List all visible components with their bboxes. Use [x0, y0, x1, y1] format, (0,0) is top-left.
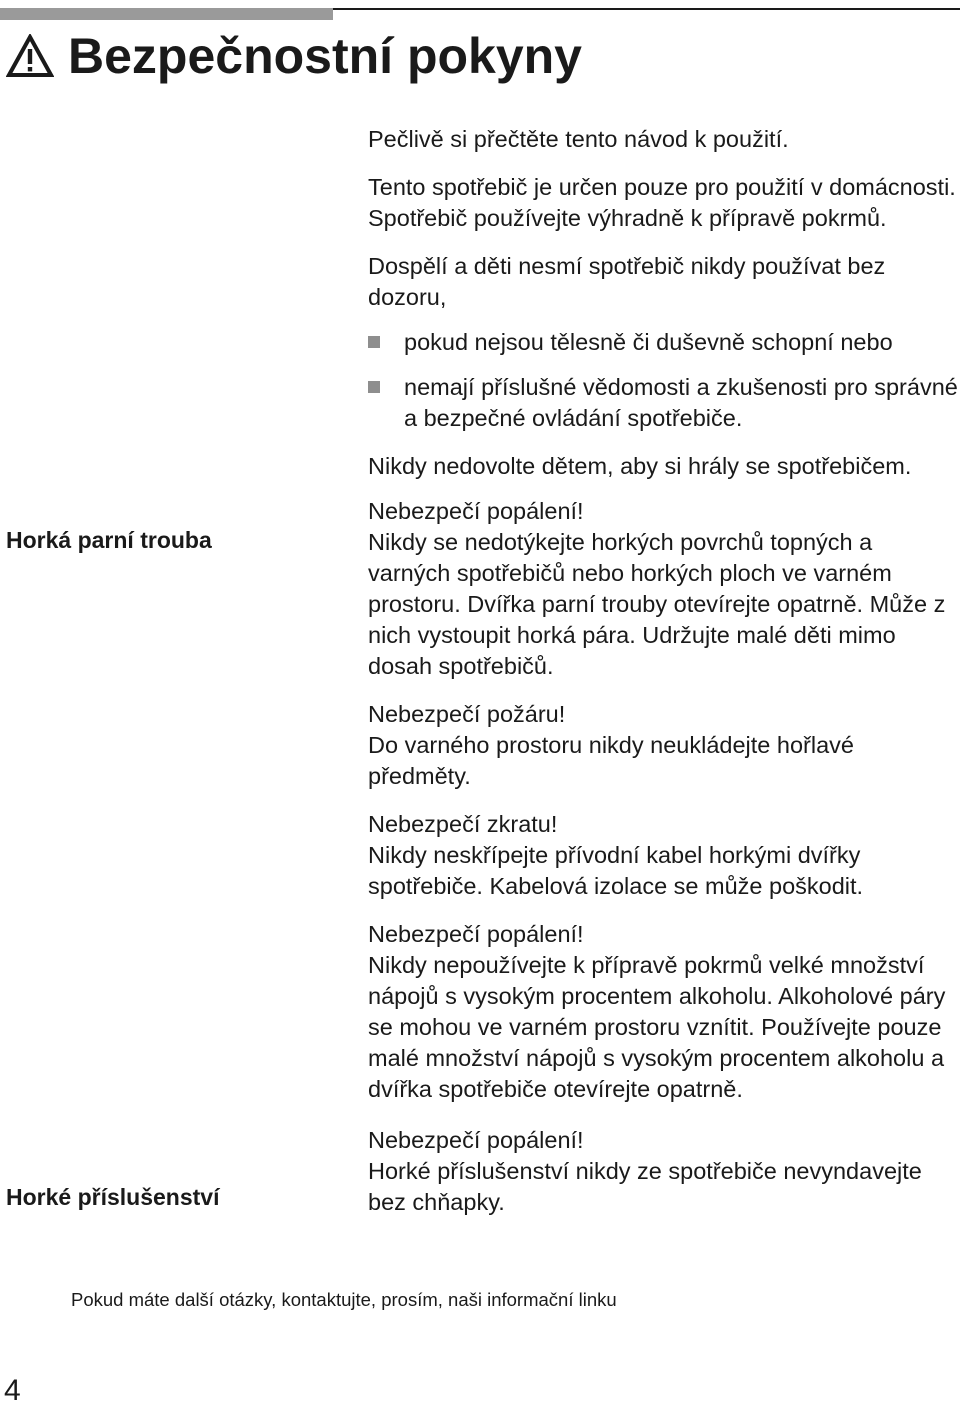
page-number: 4 — [4, 1374, 21, 1407]
header-rule — [333, 8, 960, 10]
warning-title: Nebezpečí popálení! — [368, 1127, 584, 1153]
warning-text: Do varného prostoru nikdy neukládejte hořlavé předměty. — [368, 732, 854, 789]
warning-title: Nebezpečí popálení! — [368, 921, 584, 947]
warning-text: Horké příslušenství nikdy ze spotřebiče nevyndavejte bez chňapky. — [368, 1158, 922, 1215]
warning-text: Nikdy se nedotýkejte horkých povrchů topných a varných spotřebičů nebo horkých ploch ve varném prostoru. Dvířka parní trouby otevírejte opatrně. Může z nich vystoupit horká pára. Udržujte malé děti mimo dosah spotřebičů. — [368, 529, 946, 679]
list-item — [368, 327, 958, 358]
header-accent-bar — [0, 8, 333, 20]
warning-block — [368, 1125, 958, 1218]
warning-triangle-icon — [6, 34, 54, 78]
warning-block — [368, 496, 958, 682]
list-item — [368, 372, 958, 434]
intro-read-manual: Pečlivě si přečtěte tento návod k použití. — [368, 126, 789, 152]
bullet-square-icon — [368, 372, 404, 403]
intro-supervision: Dospělí a děti nesmí spotřebič nikdy používat bez dozoru, — [368, 253, 886, 310]
intro-children: Nikdy nedovolte dětem, aby si hrály se spotřebičem. — [368, 453, 912, 479]
intro-intended-use: Tento spotřebič je určen pouze pro použití v domácnosti. Spotřebič používejte výhradně k přípravě pokrmů. — [368, 174, 956, 231]
warning-title: Nebezpečí popálení! — [368, 498, 584, 524]
warning-title: Nebezpečí zkratu! — [368, 811, 558, 837]
warning-block — [368, 809, 958, 902]
page-title — [6, 26, 582, 86]
list-item-text: nemají příslušné vědomosti a zkušenosti pro správné a bezpečné ovládání spotřebiče. — [404, 374, 958, 431]
section-heading-hot-accessories: Horké příslušenství — [6, 1184, 220, 1210]
bullet-square-icon — [368, 327, 404, 358]
main-content — [368, 124, 958, 1218]
section-hot-oven — [368, 496, 958, 1105]
warning-block — [368, 699, 958, 792]
warning-text: Nikdy neskřípejte přívodní kabel horkými dvířky spotřebiče. Kabelová izolace se může poškodit. — [368, 842, 864, 899]
section-heading-hot-oven: Horká parní trouba — [6, 527, 212, 553]
warning-text: Nikdy nepoužívejte k přípravě pokrmů velké množství nápojů s vysokým procentem alkoholu. Alkoholové páry se mohou ve varném prostoru vznítit. Používejte pouze malé množství nápojů s vysokým procentem alkoholu a dvířka spotřebiče otevírejte opatrně. — [368, 952, 946, 1102]
page-title-text: Bezpečnostní pokyny — [68, 28, 582, 84]
warning-title: Nebezpečí požáru! — [368, 701, 566, 727]
warning-block — [368, 919, 958, 1105]
section-hot-accessories — [368, 1125, 958, 1218]
list-item-text: pokud nejsou tělesně či duševně schopní nebo — [404, 329, 893, 355]
footer-note: Pokud máte další otázky, kontaktujte, prosím, naši informační linku — [71, 1289, 617, 1310]
